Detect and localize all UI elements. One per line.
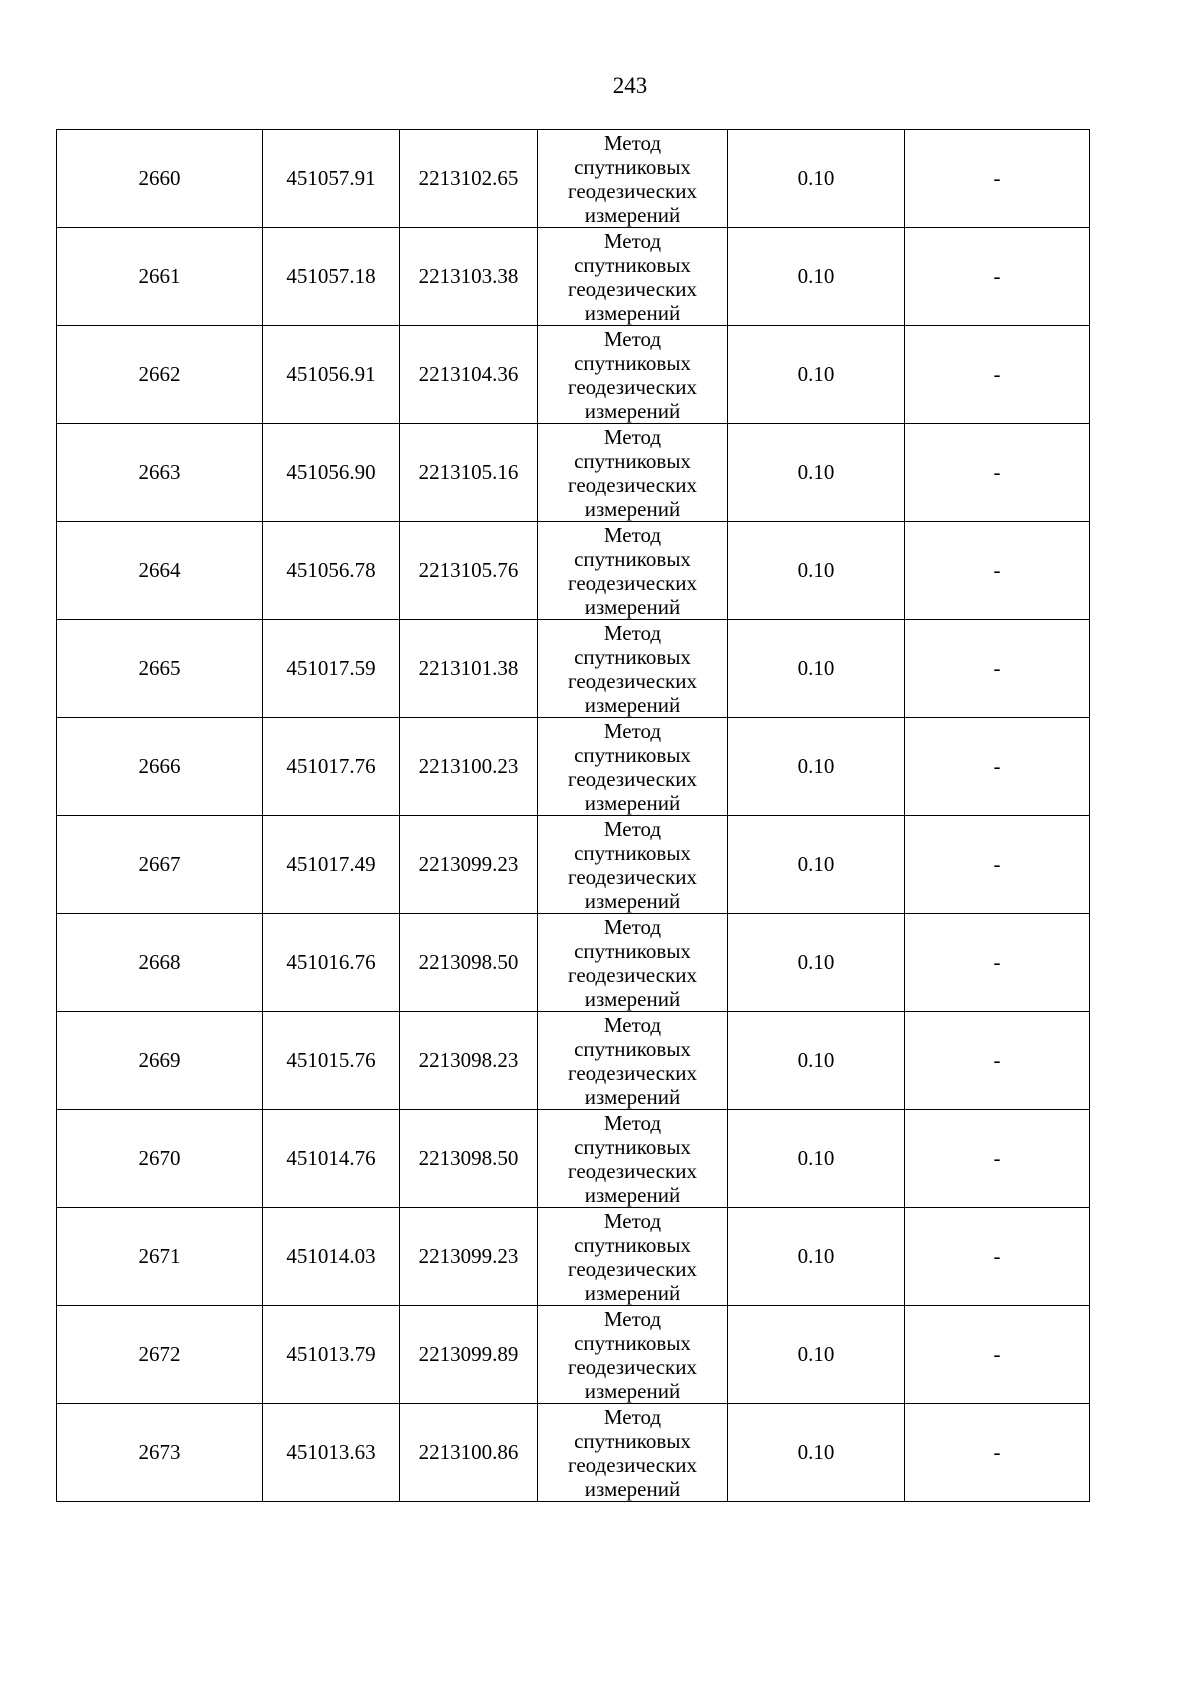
method-line: спутниковых xyxy=(574,742,691,767)
method-line: измерений xyxy=(584,888,681,913)
method-line: геодезических xyxy=(567,178,697,203)
method-cell xyxy=(538,522,728,620)
note-cell: - xyxy=(905,1306,1090,1404)
note-cell: - xyxy=(905,326,1090,424)
method-cell xyxy=(538,228,728,326)
table-row xyxy=(57,326,1090,424)
method-line: измерений xyxy=(584,300,681,325)
method-line: измерений xyxy=(584,594,681,619)
method-line: спутниковых xyxy=(574,1330,691,1355)
method-line: измерений xyxy=(584,790,681,815)
table-row xyxy=(57,620,1090,718)
note-cell: - xyxy=(905,1012,1090,1110)
method-cell xyxy=(538,1110,728,1208)
accuracy-cell: 0.10 xyxy=(728,1208,905,1306)
method-line: геодезических xyxy=(567,472,697,497)
accuracy-cell: 0.10 xyxy=(728,1404,905,1502)
y-coordinate-cell: 2213101.38 xyxy=(400,620,538,718)
method-cell xyxy=(538,326,728,424)
note-cell: - xyxy=(905,424,1090,522)
method-line: измерений xyxy=(584,986,681,1011)
note-cell: - xyxy=(905,914,1090,1012)
method-line: Метод xyxy=(603,1306,662,1331)
x-coordinate-cell: 451014.76 xyxy=(263,1110,400,1208)
method-line: спутниковых xyxy=(574,1232,691,1257)
method-line: Метод xyxy=(603,1208,662,1233)
method-line: спутниковых xyxy=(574,252,691,277)
method-line: Метод xyxy=(603,228,662,253)
method-line: геодезических xyxy=(567,1158,697,1183)
method-line: геодезических xyxy=(567,276,697,301)
y-coordinate-cell: 2213098.23 xyxy=(400,1012,538,1110)
accuracy-cell: 0.10 xyxy=(728,1012,905,1110)
method-line: спутниковых xyxy=(574,350,691,375)
table-row xyxy=(57,816,1090,914)
note-cell: - xyxy=(905,816,1090,914)
method-line: Метод xyxy=(603,522,662,547)
table-row xyxy=(57,1306,1090,1404)
y-coordinate-cell: 2213105.16 xyxy=(400,424,538,522)
point-number-cell: 2660 xyxy=(57,130,263,228)
x-coordinate-cell: 451014.03 xyxy=(263,1208,400,1306)
x-coordinate-cell: 451017.49 xyxy=(263,816,400,914)
point-number-cell: 2664 xyxy=(57,522,263,620)
note-cell: - xyxy=(905,1110,1090,1208)
method-line: измерений xyxy=(584,1378,681,1403)
note-cell: - xyxy=(905,1208,1090,1306)
method-line: спутниковых xyxy=(574,154,691,179)
table-row xyxy=(57,914,1090,1012)
point-number-cell: 2671 xyxy=(57,1208,263,1306)
note-cell: - xyxy=(905,130,1090,228)
method-line: Метод xyxy=(603,1110,662,1135)
accuracy-cell: 0.10 xyxy=(728,1110,905,1208)
method-line: Метод xyxy=(603,816,662,841)
x-coordinate-cell: 451057.18 xyxy=(263,228,400,326)
accuracy-cell: 0.10 xyxy=(728,1306,905,1404)
y-coordinate-cell: 2213102.65 xyxy=(400,130,538,228)
y-coordinate-cell: 2213100.23 xyxy=(400,718,538,816)
method-line: измерений xyxy=(584,1476,681,1501)
method-line: Метод xyxy=(603,326,662,351)
method-line: геодезических xyxy=(567,864,697,889)
method-line: Метод xyxy=(603,914,662,939)
method-line: Метод xyxy=(603,130,662,155)
method-line: измерений xyxy=(584,398,681,423)
table-row xyxy=(57,1208,1090,1306)
method-line: спутниковых xyxy=(574,938,691,963)
accuracy-cell: 0.10 xyxy=(728,718,905,816)
method-line: Метод xyxy=(603,1012,662,1037)
table-row xyxy=(57,522,1090,620)
y-coordinate-cell: 2213103.38 xyxy=(400,228,538,326)
x-coordinate-cell: 451017.76 xyxy=(263,718,400,816)
method-line: геодезических xyxy=(567,570,697,595)
method-line: Метод xyxy=(603,620,662,645)
method-line: спутниковых xyxy=(574,840,691,865)
method-line: геодезических xyxy=(567,1256,697,1281)
accuracy-cell: 0.10 xyxy=(728,326,905,424)
method-line: измерений xyxy=(584,692,681,717)
coordinates-table xyxy=(56,129,1090,1502)
accuracy-cell: 0.10 xyxy=(728,522,905,620)
table-row xyxy=(57,130,1090,228)
accuracy-cell: 0.10 xyxy=(728,620,905,718)
method-cell xyxy=(538,424,728,522)
point-number-cell: 2661 xyxy=(57,228,263,326)
method-line: Метод xyxy=(603,1404,662,1429)
x-coordinate-cell: 451015.76 xyxy=(263,1012,400,1110)
y-coordinate-cell: 2213098.50 xyxy=(400,1110,538,1208)
note-cell: - xyxy=(905,718,1090,816)
method-cell xyxy=(538,130,728,228)
point-number-cell: 2662 xyxy=(57,326,263,424)
note-cell: - xyxy=(905,228,1090,326)
method-cell xyxy=(538,1012,728,1110)
point-number-cell: 2667 xyxy=(57,816,263,914)
point-number-cell: 2670 xyxy=(57,1110,263,1208)
method-cell xyxy=(538,718,728,816)
method-line: геодезических xyxy=(567,1354,697,1379)
table-row xyxy=(57,424,1090,522)
method-line: геодезических xyxy=(567,1452,697,1477)
x-coordinate-cell: 451057.91 xyxy=(263,130,400,228)
point-number-cell: 2673 xyxy=(57,1404,263,1502)
note-cell: - xyxy=(905,522,1090,620)
method-line: геодезических xyxy=(567,668,697,693)
point-number-cell: 2666 xyxy=(57,718,263,816)
method-line: спутниковых xyxy=(574,546,691,571)
method-line: спутниковых xyxy=(574,1428,691,1453)
method-line: измерений xyxy=(584,496,681,521)
x-coordinate-cell: 451017.59 xyxy=(263,620,400,718)
point-number-cell: 2668 xyxy=(57,914,263,1012)
note-cell: - xyxy=(905,620,1090,718)
method-line: геодезических xyxy=(567,374,697,399)
method-line: Метод xyxy=(603,424,662,449)
accuracy-cell: 0.10 xyxy=(728,914,905,1012)
method-line: спутниковых xyxy=(574,644,691,669)
method-cell xyxy=(538,620,728,718)
method-cell xyxy=(538,1306,728,1404)
y-coordinate-cell: 2213099.23 xyxy=(400,1208,538,1306)
method-line: измерений xyxy=(584,1182,681,1207)
method-line: геодезических xyxy=(567,766,697,791)
page-number: 243 xyxy=(612,73,648,98)
y-coordinate-cell: 2213104.36 xyxy=(400,326,538,424)
y-coordinate-cell: 2213098.50 xyxy=(400,914,538,1012)
x-coordinate-cell: 451056.78 xyxy=(263,522,400,620)
method-cell xyxy=(538,914,728,1012)
x-coordinate-cell: 451013.63 xyxy=(263,1404,400,1502)
table-body xyxy=(57,130,1090,1502)
table-row xyxy=(57,1404,1090,1502)
table-row xyxy=(57,228,1090,326)
note-cell: - xyxy=(905,1404,1090,1502)
x-coordinate-cell: 451016.76 xyxy=(263,914,400,1012)
method-cell xyxy=(538,1404,728,1502)
y-coordinate-cell: 2213100.86 xyxy=(400,1404,538,1502)
method-line: измерений xyxy=(584,1280,681,1305)
point-number-cell: 2672 xyxy=(57,1306,263,1404)
x-coordinate-cell: 451056.90 xyxy=(263,424,400,522)
accuracy-cell: 0.10 xyxy=(728,816,905,914)
method-line: спутниковых xyxy=(574,1036,691,1061)
accuracy-cell: 0.10 xyxy=(728,228,905,326)
method-line: Метод xyxy=(603,718,662,743)
x-coordinate-cell: 451056.91 xyxy=(263,326,400,424)
point-number-cell: 2663 xyxy=(57,424,263,522)
table-row xyxy=(57,1012,1090,1110)
point-number-cell: 2669 xyxy=(57,1012,263,1110)
method-line: геодезических xyxy=(567,1060,697,1085)
accuracy-cell: 0.10 xyxy=(728,130,905,228)
method-line: спутниковых xyxy=(574,1134,691,1159)
point-number-cell: 2665 xyxy=(57,620,263,718)
method-cell xyxy=(538,816,728,914)
table-row xyxy=(57,718,1090,816)
y-coordinate-cell: 2213099.23 xyxy=(400,816,538,914)
method-line: измерений xyxy=(584,1084,681,1109)
method-cell xyxy=(538,1208,728,1306)
table-row xyxy=(57,1110,1090,1208)
x-coordinate-cell: 451013.79 xyxy=(263,1306,400,1404)
method-line: геодезических xyxy=(567,962,697,987)
method-line: измерений xyxy=(584,202,681,227)
y-coordinate-cell: 2213099.89 xyxy=(400,1306,538,1404)
y-coordinate-cell: 2213105.76 xyxy=(400,522,538,620)
method-line: спутниковых xyxy=(574,448,691,473)
accuracy-cell: 0.10 xyxy=(728,424,905,522)
